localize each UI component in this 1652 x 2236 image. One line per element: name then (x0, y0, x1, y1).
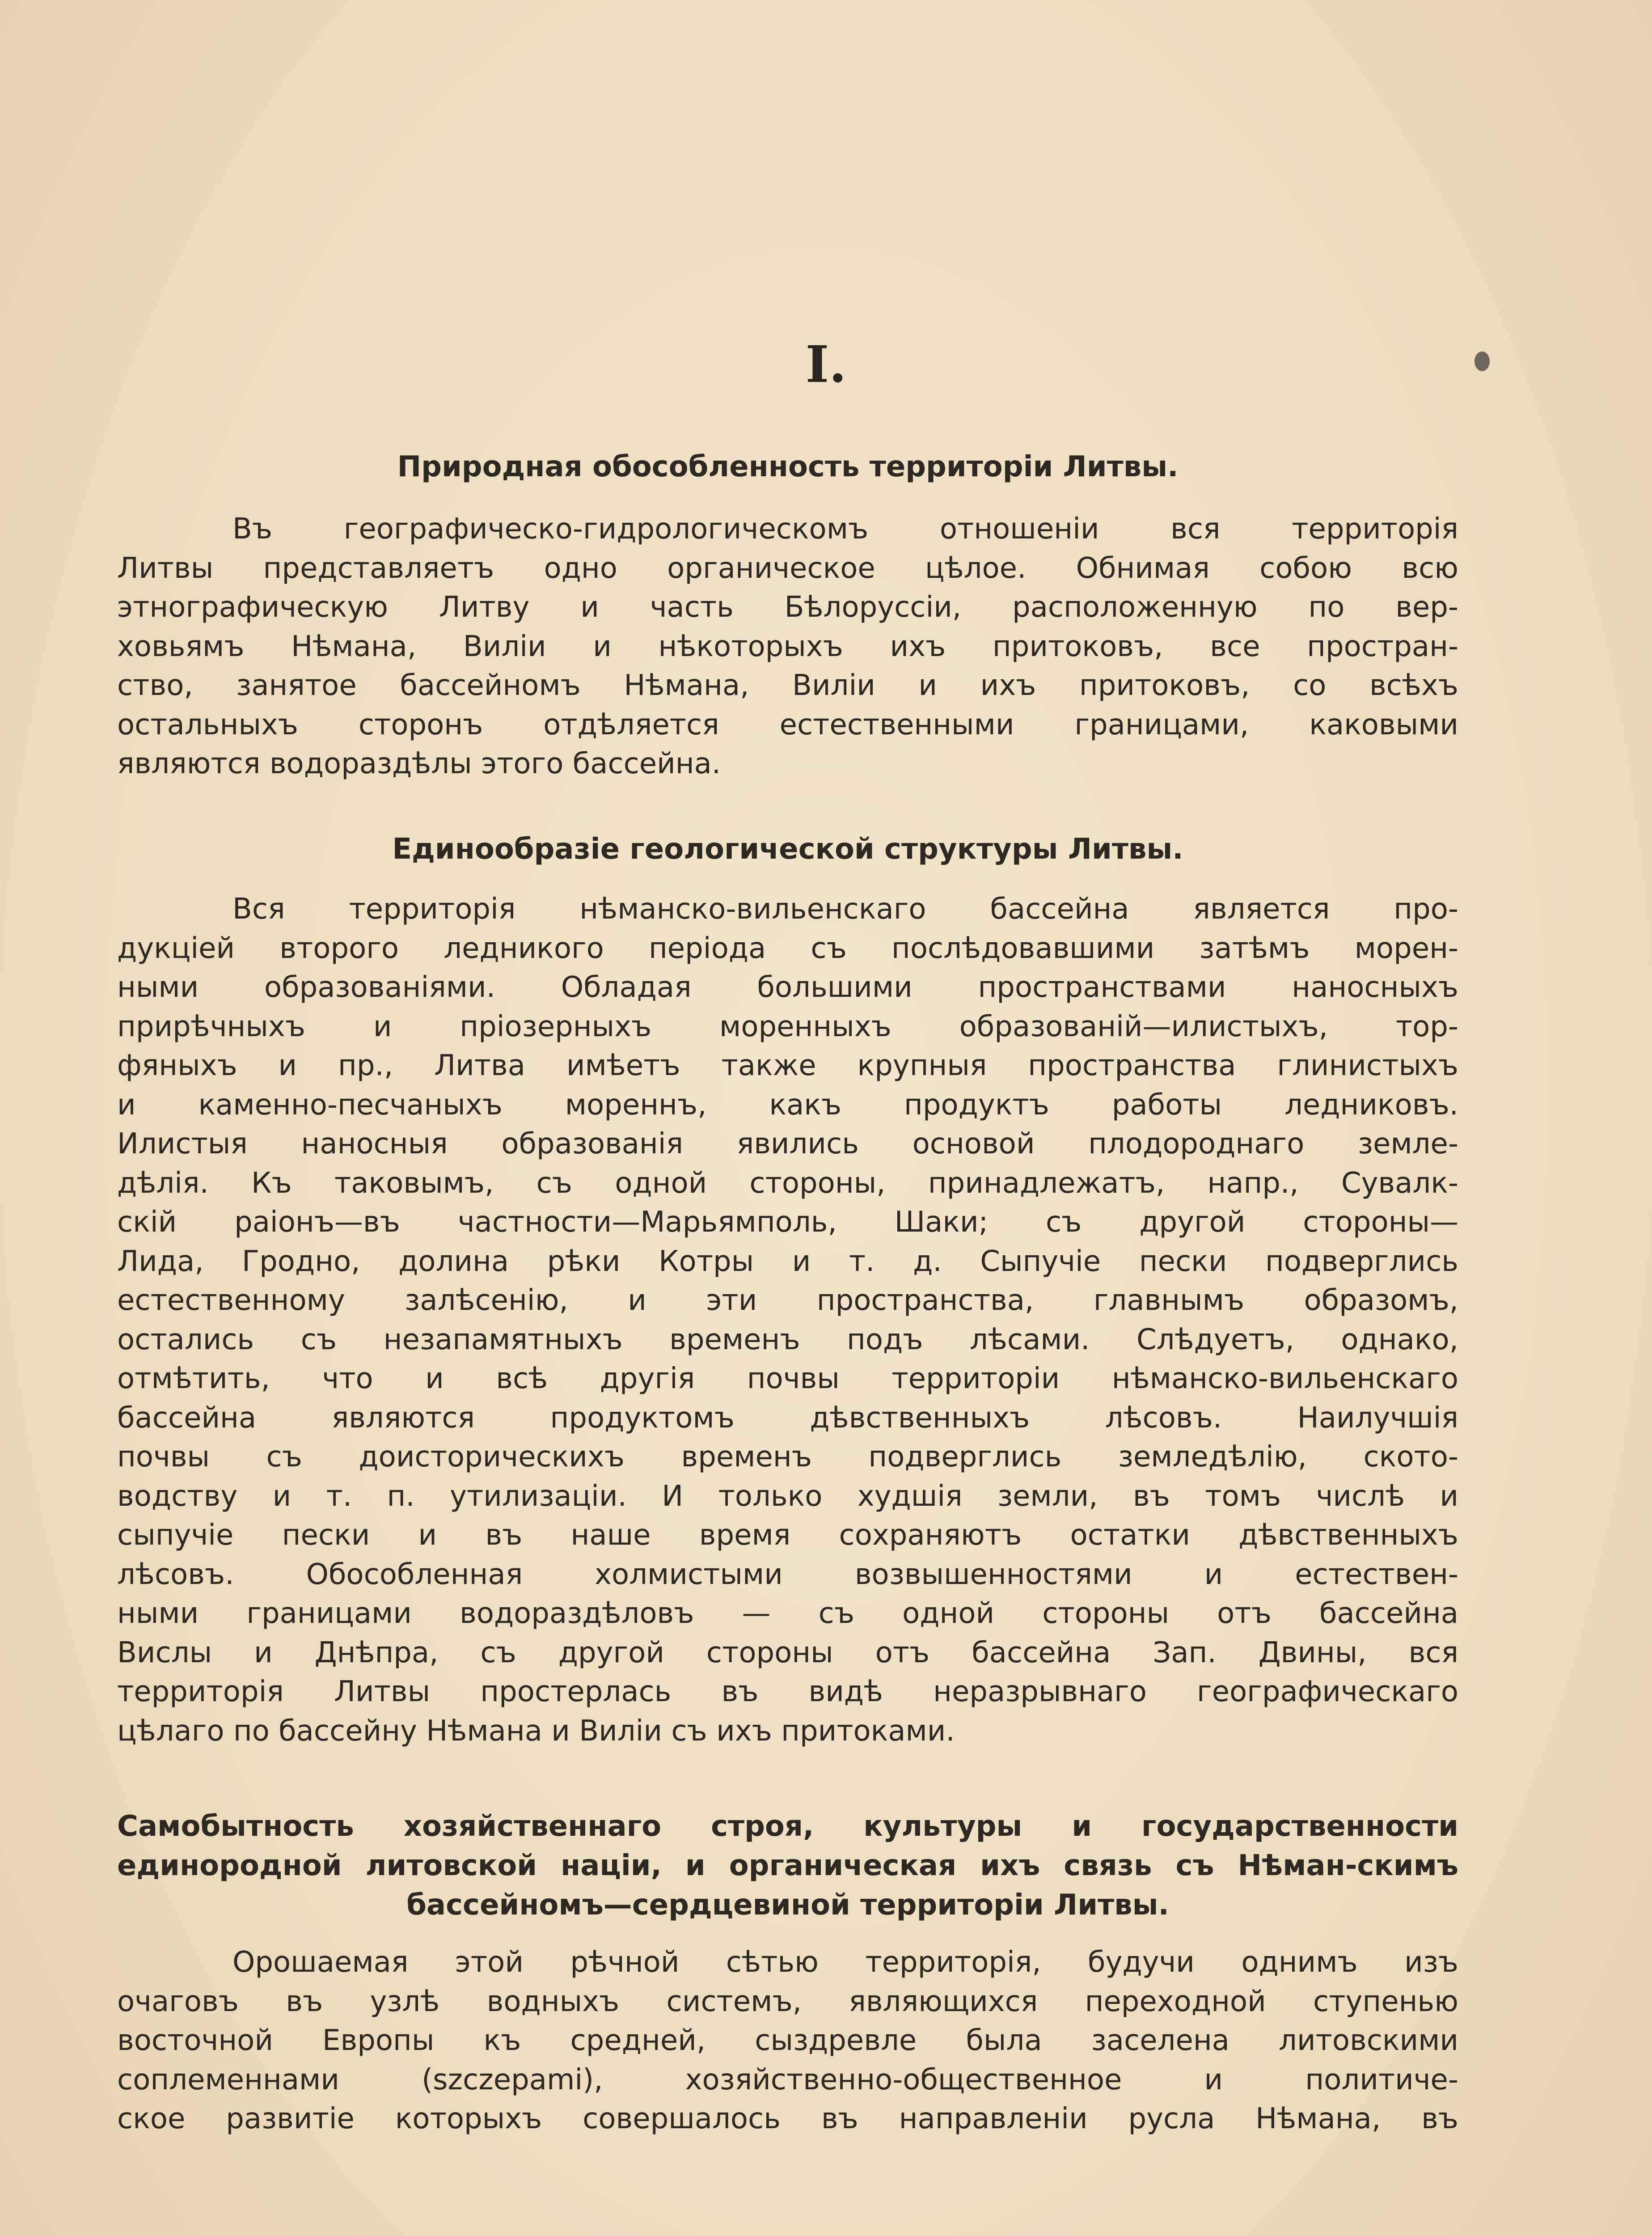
section-heading-geological-structure: Единообразiе геологической структуры Литвы. (392, 833, 1183, 866)
text-line: остались съ незапамятныхъ временъ подъ лѣсами. Слѣдуетъ, однако, (117, 1323, 1458, 1356)
text-line: фяныхъ и пр., Литва имѣетъ также крупныя пространства глинистыхъ (117, 1049, 1458, 1082)
text-line: сыпучiе пески и въ наше время сохраняютъ остатки дѣвственныхъ (117, 1519, 1458, 1552)
text-line: территорiя Литвы простерлась въ видѣ неразрывнаго географическаго (117, 1675, 1458, 1708)
text-line: очаговъ въ узлѣ водныхъ системъ, являющихся переходной ступенью (117, 1985, 1458, 2018)
text-line: естественному залѣсенiю, и эти пространства, главнымъ образомъ, (117, 1284, 1458, 1317)
text-line: Въ географическо-гидрологическомъ отношенiи вся территорiя (232, 512, 1458, 546)
text-line: скiй раiонъ—въ частности—Марьямполь, Шаки; съ другой стороны— (117, 1206, 1458, 1239)
text-line: являются водораздѣлы этого бассейна. (117, 747, 721, 780)
chapter-number: I. (805, 335, 847, 394)
text-line: лѣсовъ. Обособленная холмистыми возвышенностями и естествен- (117, 1558, 1458, 1591)
text-line: соплеменнами (szczepami), хозяйственно-общественное и политиче- (117, 2063, 1458, 2096)
text-line: Илистыя наносныя образованiя явились основой плодороднаго земле- (117, 1127, 1458, 1160)
text-line: цѣлаго по бассейну Нѣмана и Вилiи съ ихъ притоками. (117, 1714, 955, 1748)
text-line: Литвы представляетъ одно органическое цѣлое. Обнимая собою всю (117, 551, 1458, 585)
text-line: восточной Европы къ средней, сыздревле была заселена литовскими (117, 2024, 1458, 2057)
text-line: ство, занятое бассейномъ Нѣмана, Вилiи и ихъ притоковъ, со всѣхъ (117, 669, 1458, 702)
text-line: ское развитiе которыхъ совершалось въ направленiи русла Нѣмана, въ (117, 2102, 1458, 2135)
text-line: дѣлiя. Къ таковымъ, съ одной стороны, принадлежатъ, напр., Сувалк- (117, 1166, 1458, 1200)
text-line: водству и т. п. утилизацiи. И только худшiя земли, въ томъ числѣ и (117, 1479, 1458, 1513)
section-paragraph-geological-structure (117, 890, 1458, 1751)
text-line: Вислы и Днѣпра, съ другой стороны отъ бассейна Зап. Двины, вся (117, 1636, 1458, 1669)
section-heading-natural-isolation: Природная обособленность территорiи Литвы. (397, 450, 1179, 483)
text-line: ховьямъ Нѣмана, Вилiи и нѣкоторыхъ ихъ притоковъ, все простран- (117, 630, 1458, 663)
text-line: и каменно-песчаныхъ мореннъ, какъ продуктъ работы ледниковъ. (117, 1088, 1458, 1122)
text-line: Лида, Гродно, долина рѣки Котры и т. д. Сыпучiе пески подверглись (117, 1245, 1458, 1278)
text-line: ными границами водораздѣловъ — съ одной стороны отъ бассейна (117, 1597, 1458, 1630)
text-line: отмѣтить, что и всѣ другiя почвы территорiи нѣманско-вильенскаго (117, 1362, 1458, 1395)
section-paragraph-natural-isolation (117, 510, 1458, 784)
text-line: прирѣчныхъ и прiозерныхъ моренныхъ образованiй—илистыхъ, тор- (117, 1010, 1458, 1043)
text-line: бассейна являются продуктомъ дѣвственныхъ лѣсовъ. Наилучшiя (117, 1401, 1458, 1435)
section-heading-economic-independence: Самобытность хозяйственнаго строя, культуры и государственности единородной литовской нацiи, и органическая ихъ связь съ Нѣман-скимъ бассейномъ—сердцевиной территорiи Литвы. (117, 1810, 1458, 1922)
text-line: ными образованiями. Обладая большими пространствами наносныхъ (117, 971, 1458, 1004)
text-line: остальныхъ сторонъ отдѣляется естественными границами, каковыми (117, 708, 1458, 741)
text-line: этнографическую Литву и часть Бѣлоруссiи, расположенную по вер- (117, 591, 1458, 624)
text-line: Орошаемая этой рѣчной сѣтью территорiя, будучи однимъ изъ (232, 1946, 1458, 1979)
section-paragraph-economic-independence (117, 1943, 1458, 2139)
text-line: почвы съ доисторическихъ временъ подверглись земледѣлiю, ското- (117, 1440, 1458, 1474)
text-line: дукцiей второго ледникого перiода съ послѣдовавшими затѣмъ морен- (117, 932, 1458, 965)
text-line: Вся территорiя нѣманско-вильенскаго бассейна является про- (232, 893, 1458, 926)
